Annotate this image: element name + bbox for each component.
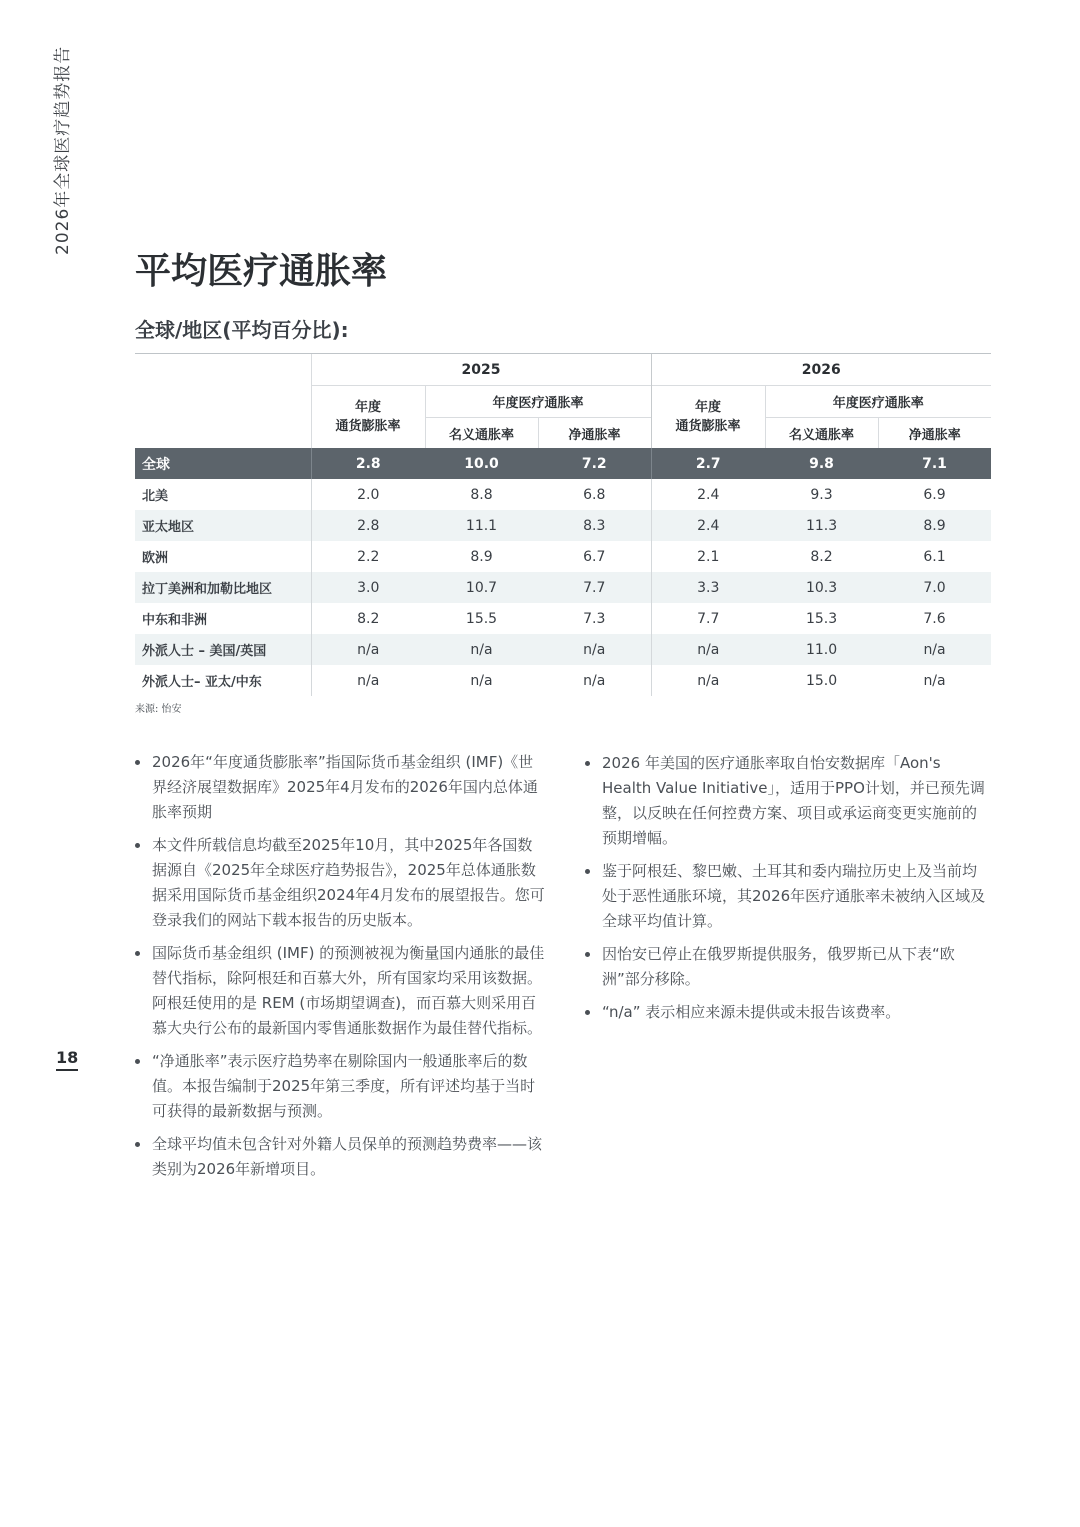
note-item: 2026年“年度通货膨胀率”指国际货币基金组织 (IMF)《世界经济展望数据库》2025年4月发布的2026年国内总体通胀率预期 bbox=[135, 750, 545, 825]
bullet-icon bbox=[135, 843, 140, 848]
value-cell: 10.7 bbox=[425, 572, 538, 603]
value-cell: 8.2 bbox=[311, 603, 425, 634]
header-medical-2025: 年度医疗通胀率 bbox=[425, 386, 651, 418]
region-cell: 拉丁美洲和加勒比地区 bbox=[135, 572, 311, 603]
header-net-2025: 净通胀率 bbox=[538, 418, 651, 449]
value-cell: 7.7 bbox=[651, 603, 765, 634]
value-cell: 10.3 bbox=[765, 572, 878, 603]
value-cell: n/a bbox=[923, 672, 946, 689]
value-cell: 11.0 bbox=[765, 634, 878, 665]
report-side-title: 2026年全球医疗趋势报告 bbox=[53, 45, 73, 255]
value-cell: 2.4 bbox=[651, 510, 765, 541]
table-row bbox=[135, 634, 991, 665]
note-item: 鉴于阿根廷、黎巴嫩、土耳其和委内瑞拉历史上及当前均处于恶性通胀环境，其2026年医疗通胀率未被纳入区域及全球平均值计算。 bbox=[585, 859, 990, 934]
value-cell: 3.3 bbox=[651, 572, 765, 603]
value-cell: 8.3 bbox=[538, 510, 651, 541]
table-row bbox=[135, 541, 991, 572]
region-cell: 中东和非洲 bbox=[142, 613, 208, 628]
value-cell: 7.2 bbox=[538, 448, 651, 479]
table-source: 来源: 怡安 bbox=[135, 704, 182, 715]
page-number: 18 bbox=[56, 1048, 78, 1071]
region-cell: 外派人士– 亚太/中东 bbox=[142, 675, 262, 690]
bullet-icon bbox=[135, 951, 140, 956]
value-cell: 7.3 bbox=[583, 610, 606, 627]
value-cell: 7.7 bbox=[538, 572, 651, 603]
region-cell: 欧洲 bbox=[142, 551, 169, 566]
value-cell: 7.1 bbox=[878, 448, 991, 479]
value-cell: n/a bbox=[583, 672, 606, 689]
table-row bbox=[135, 665, 991, 696]
table-row-global bbox=[135, 448, 991, 479]
region-cell: 外派人士 – 美国/英国 bbox=[135, 634, 311, 665]
value-cell: n/a bbox=[311, 665, 425, 696]
value-cell: 11.3 bbox=[765, 510, 878, 541]
header-inflation-2026: 年度 通货膨胀率 bbox=[651, 386, 765, 449]
bullet-icon bbox=[585, 1010, 590, 1015]
value-cell: 10.0 bbox=[425, 448, 538, 479]
table-body bbox=[135, 448, 991, 696]
notes-right-column bbox=[585, 751, 990, 1033]
value-cell: n/a bbox=[425, 634, 538, 665]
note-item: 2026 年美国的医疗通胀率取自怡安数据库「Aon's Health Value Initiative」，适用于PPO计划，并已预先调整，以反映在任何控费方案、项目或承运商变更实施前的预期增幅。 bbox=[585, 751, 990, 851]
value-cell: 11.1 bbox=[425, 510, 538, 541]
value-cell: 2.8 bbox=[311, 448, 425, 479]
value-cell: 2.2 bbox=[311, 541, 425, 572]
note-item: 全球平均值未包含针对外籍人员保单的预测趋势费率——该类别为2026年新增项目。 bbox=[135, 1132, 545, 1182]
note-item: 因怡安已停止在俄罗斯提供服务，俄罗斯已从下表“欧洲”部分移除。 bbox=[585, 942, 990, 992]
value-cell: 7.6 bbox=[923, 610, 946, 627]
header-medical-2026: 年度医疗通胀率 bbox=[765, 386, 991, 418]
value-cell: n/a bbox=[651, 634, 765, 665]
header-inflation-2025: 年度 通货膨胀率 bbox=[311, 386, 425, 449]
value-cell: 8.9 bbox=[878, 510, 991, 541]
bullet-icon bbox=[135, 1059, 140, 1064]
header-blank bbox=[135, 354, 311, 386]
value-cell: 2.4 bbox=[651, 479, 765, 510]
medical-inflation-table bbox=[135, 353, 991, 696]
note-item: “净通胀率”表示医疗趋势率在剔除国内一般通胀率后的数值。本报告编制于2025年第三季度，所有评述均基于当时可获得的最新数据与预测。 bbox=[135, 1049, 545, 1124]
header-nominal-2025: 名义通胀率 bbox=[425, 418, 538, 449]
value-cell: 6.9 bbox=[923, 486, 946, 503]
value-cell: 8.8 bbox=[470, 486, 493, 503]
table-row bbox=[135, 479, 991, 510]
header-year-2026: 2026 bbox=[651, 354, 991, 386]
value-cell: 2.8 bbox=[311, 510, 425, 541]
header-nominal-2026: 名义通胀率 bbox=[765, 418, 878, 449]
bullet-icon bbox=[585, 869, 590, 874]
bullet-icon bbox=[585, 761, 590, 766]
notes-left-column bbox=[135, 750, 545, 1190]
value-cell: n/a bbox=[878, 634, 991, 665]
value-cell: 6.1 bbox=[923, 548, 946, 565]
note-item: 本文件所载信息均截至2025年10月，其中2025年各国数据源自《2025年全球医疗趋势报告》，2025年总体通胀数据采用国际货币基金组织2024年4月发布的展望报告。您可登录我们的网站下载本报告的历史版本。 bbox=[135, 833, 545, 933]
value-cell: 8.2 bbox=[810, 548, 833, 565]
value-cell: 8.9 bbox=[470, 548, 493, 565]
value-cell: 3.0 bbox=[311, 572, 425, 603]
value-cell: 2.7 bbox=[651, 448, 765, 479]
table-subtitle: 全球/地区(平均百分比): bbox=[135, 318, 349, 342]
note-item: “n/a” 表示相应来源未提供或未报告该费率。 bbox=[585, 1000, 990, 1025]
bullet-icon bbox=[135, 760, 140, 765]
table-row bbox=[135, 510, 991, 541]
value-cell: 2.1 bbox=[651, 541, 765, 572]
value-cell: 6.8 bbox=[583, 486, 606, 503]
region-cell: 北美 bbox=[142, 489, 169, 504]
value-cell: 15.5 bbox=[465, 610, 498, 627]
header-net-2026: 净通胀率 bbox=[878, 418, 991, 449]
value-cell: n/a bbox=[470, 672, 493, 689]
region-cell: 全球 bbox=[135, 448, 311, 479]
bullet-icon bbox=[135, 1142, 140, 1147]
value-cell: 15.0 bbox=[805, 672, 838, 689]
value-cell: 6.7 bbox=[583, 548, 606, 565]
value-cell: 7.0 bbox=[878, 572, 991, 603]
value-cell: n/a bbox=[311, 634, 425, 665]
header-year-2025: 2025 bbox=[311, 354, 651, 386]
page-title: 平均医疗通胀率 bbox=[135, 251, 388, 292]
region-cell: 亚太地区 bbox=[135, 510, 311, 541]
table-row bbox=[135, 572, 991, 603]
value-cell: 15.3 bbox=[805, 610, 838, 627]
bullet-icon bbox=[585, 952, 590, 957]
note-item: 国际货币基金组织 (IMF) 的预测被视为衡量国内通胀的最佳替代指标，除阿根廷和百慕大外，所有国家均采用该数据。阿根廷使用的是 REM (市场期望调查)，而百慕大则采用百慕大央行公布的最新国内零售通胀数据作为最佳替代指标。 bbox=[135, 941, 545, 1041]
value-cell: 9.3 bbox=[810, 486, 833, 503]
value-cell: n/a bbox=[651, 665, 765, 696]
value-cell: n/a bbox=[538, 634, 651, 665]
value-cell: 2.0 bbox=[311, 479, 425, 510]
table-row bbox=[135, 603, 991, 634]
value-cell: 9.8 bbox=[765, 448, 878, 479]
